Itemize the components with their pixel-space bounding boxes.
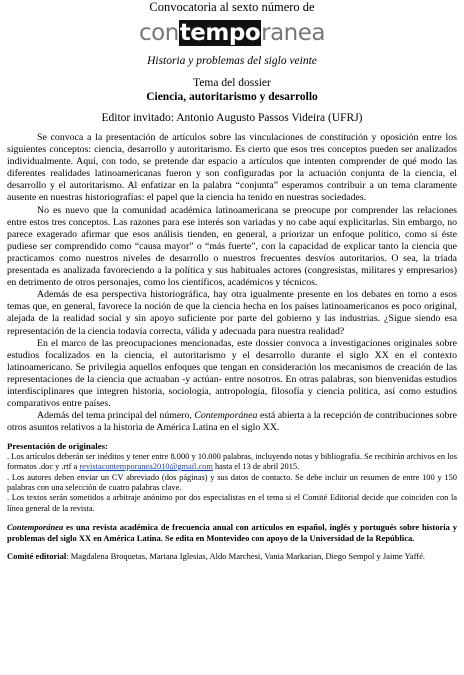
logo-text-part1: con bbox=[139, 20, 179, 46]
originals-heading: Presentación de originales: bbox=[7, 441, 108, 452]
editorial-committee bbox=[7, 551, 457, 562]
logo-text-part2: tempo bbox=[179, 20, 261, 46]
body-paragraph-2: No es nuevo que la comunidad académica latinoamericana se preocupe por comprender las relaciones entre estos tres conceptos. Las razones para ese interés son variadas y no cabe aquí explicitarlas. Sin embargo, no parece exagerado afirmar que esos análisis tienden, en general, a priorizar un enfoque político, como si éste pudiese ser comprendido como “causa mayor” o “más fuerte”, con la capacidad de explicar tanto la ciencia que practicamos como nuestros niveles de desarrollo o nuestros frecuentes desvíos autoritarios. O sea, la tríada presentada es analizada favoreciendo a la política y sus habituales actores (congresistas, militares y empresarios) en detrimento de otros personajes, como los científicos, académicos y técnicos. bbox=[7, 204, 457, 289]
committee-label: Comité editorial bbox=[7, 551, 67, 562]
journal-subtitle: Historia y problemas del siglo veinte bbox=[147, 55, 317, 67]
body-paragraph-1: Se convoca a la presentación de artículos sobre las vinculaciones de constitución y oposición entre los siguientes conceptos: ciencia, desarrollo y autoritarismo. Es cierto que esos tres conceptos pueden ser analizados individualmente. Aquí, con todo, se pretende dar espacio a artículos que intenten comprender de qué modo las diferentes realidades latinoamericanas fueron y son configuradas por la actuación conjunta de la ciencia, el desarrollo y el autoritarismo. Al enfatizar en la palabra “conjunta” esperamos contribuir a un tema claramente ausente en nuestras historiografías: el papel que la ciencia ha tenido en nuestras sociedades. bbox=[7, 132, 457, 204]
about-journal-text: es una revista académica de frecuencia anual con artículos en español, inglés y portugués sobre historia y problemas del siglo XX en América Latina. Se edita en Montevideo con apoyo de la Universidad de la República. bbox=[7, 522, 457, 543]
about-journal bbox=[7, 522, 457, 543]
theme-title: Ciencia, autoritarismo y desarrollo bbox=[146, 91, 318, 103]
committee-members: : Magdalena Broquetas, Mariana Iglesias, Aldo Marchesi, Vania Markarian, Diego Sempol y Jaime Yaffé. bbox=[66, 551, 425, 562]
originals-item-2: . Los autores deben enviar un CV abreviado (dos páginas) y sus datos de contacto. Se debe incluir un resumen de entre 100 y 150 palabras con una selección de cuatro palabras clave. bbox=[7, 472, 457, 492]
call-heading: Convocatoria al sexto número de bbox=[149, 0, 315, 14]
last-paragraph-before: Además del tema principal del número, bbox=[37, 410, 195, 422]
originals-section bbox=[7, 441, 457, 514]
journal-logo bbox=[7, 20, 457, 46]
originals-item-1 bbox=[7, 452, 457, 473]
theme-label: Tema del dossier bbox=[193, 77, 271, 89]
email-link[interactable]: revistacontemporanea2010@gmail.com bbox=[79, 462, 213, 472]
body-text bbox=[7, 132, 457, 434]
body-paragraph-3: Además de esa perspectiva historiográfica, hay otra igualmente presente en los debates en torno a esos temas que, en general, favorece la noción de que la ciencia hecha en los países latinoamericanos es poco original, alejada de la realidad social y sin apoyo suficiente por parte del gobierno y las industrias. ¿Sigue siendo esa representación de la ciencia todavía correcta, válida y adecuada para nuestra realidad? bbox=[7, 289, 457, 337]
originals-item-3: . Los textos serán sometidos a arbitraje anónimo por dos especialistas en el tema si el Comité Editorial decide que coinciden con la línea general de la revista. bbox=[7, 493, 457, 513]
journal-name-inline: Contemporánea bbox=[194, 410, 258, 422]
last-paragraph-after: está abierta a la recepción de contribuciones sobre otros asuntos relativos a la historia de América Latina en el siglo XX. bbox=[7, 410, 457, 434]
logo-text-part3: ranea bbox=[261, 20, 325, 46]
originals-item-1-before: . Los artículos deberán ser inéditos y tener entre 8.000 y 10.000 palabras, incluyendo notas y bibliografía. Se recibirán archivos en los formatos .doc y .rtf a bbox=[7, 451, 457, 472]
body-paragraph-4: En el marco de las preocupaciones mencionadas, este dossier convoca a investigaciones originales sobre estudios focalizados en la ciencia, el autoritarismo y el desarrollo durante el siglo XX en el contexto latinoamericano. Se privilegia aquellos enfoques que tengan en consideración los mecanismos de creación de las representaciones de la ciencia que actuaban -y actúan- entre nosotros. En otras palabras, son bienvenidas estudios interdisciplinares que integren historia, sociología, antropología, filosofía y ciencia política, así como estudios comparativos entre países. bbox=[7, 337, 457, 410]
guest-editor: Editor invitado: Antonio Augusto Passos Videira (UFRJ) bbox=[101, 112, 363, 124]
originals-item-1-after: hasta el 13 de abril 2015. bbox=[212, 462, 300, 472]
about-journal-name: Contemporánea bbox=[7, 522, 64, 533]
body-paragraph-5 bbox=[7, 410, 457, 434]
